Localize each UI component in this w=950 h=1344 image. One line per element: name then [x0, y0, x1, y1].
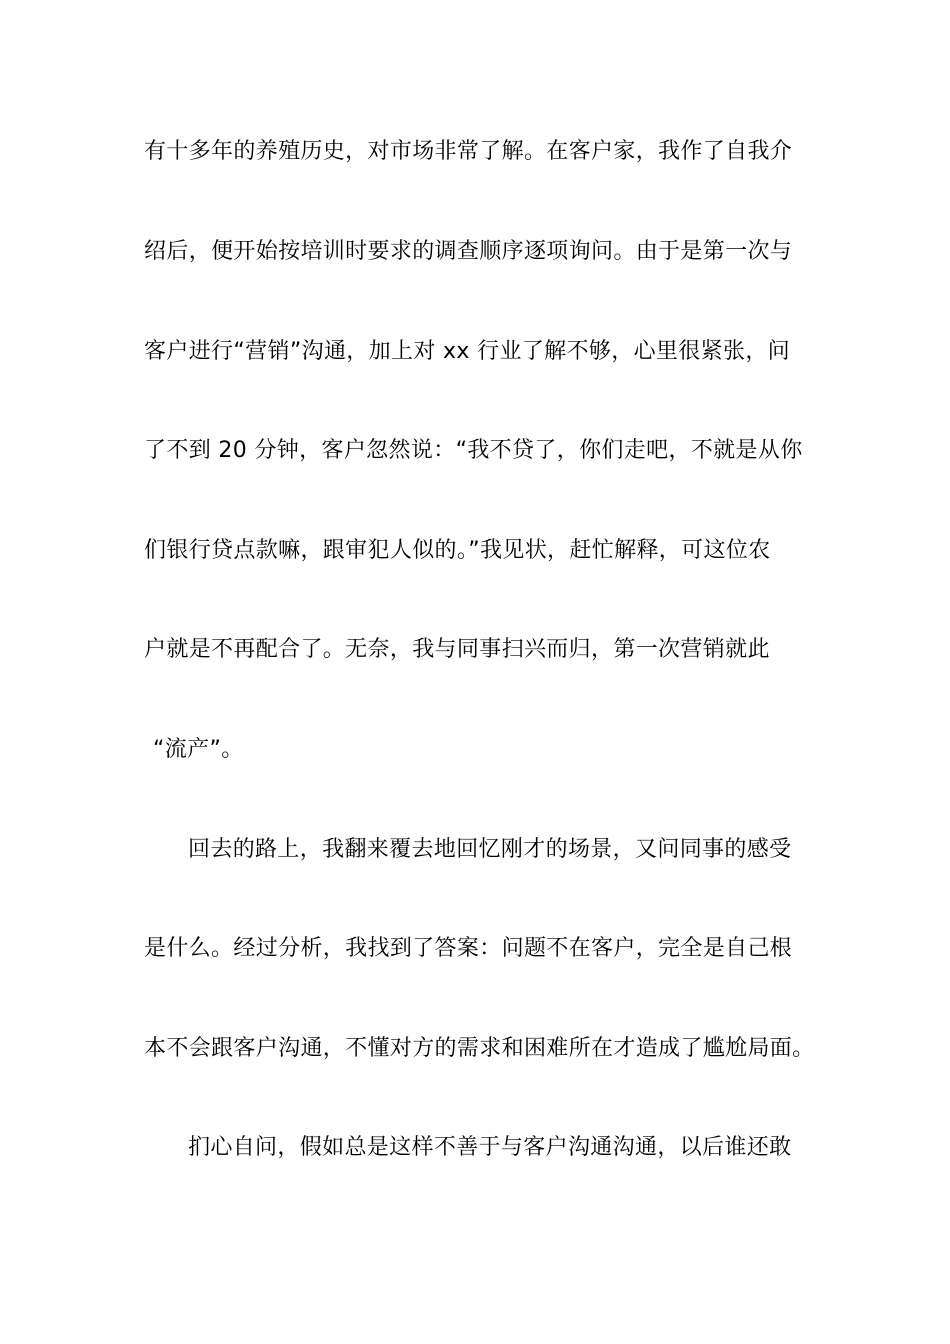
text-line: “流产”。	[153, 737, 244, 762]
text-line: 有十多年的养殖历史，对市场非常了解。在客户家，我作了自我介	[144, 139, 793, 164]
text-line: 户就是不再配合了。无奈，我与同事扫兴而归，第一次营销就此	[144, 637, 770, 662]
text-line: 是什么。经过分析，我找到了答案：问题不在客户，完全是自己根	[144, 936, 793, 961]
text-line: 们银行贷点款嘛，跟审犯人似的。”我见状，赶忙解释，可这位农	[144, 538, 771, 563]
text-line: 客户进行“营销”沟通，加上对 xx 行业了解不够，心里很紧张，问	[144, 339, 791, 364]
text-line: 绍后，便开始按培训时要求的调查顺序逐项询问。由于是第一次与	[144, 239, 793, 264]
paragraph-first-line: 扪心自问，假如总是这样不善于与客户沟通沟通，以后谁还敢	[188, 1135, 792, 1160]
text-line: 本不会跟客户沟通，不懂对方的需求和困难所在才造成了尴尬局面。	[144, 1036, 815, 1061]
text-line: 了不到 20 分钟，客户忽然说：“我不贷了，你们走吧，不就是从你	[144, 438, 803, 463]
paragraph-first-line: 回去的路上，我翻来覆去地回忆刚才的场景，又问同事的感受	[188, 837, 792, 862]
